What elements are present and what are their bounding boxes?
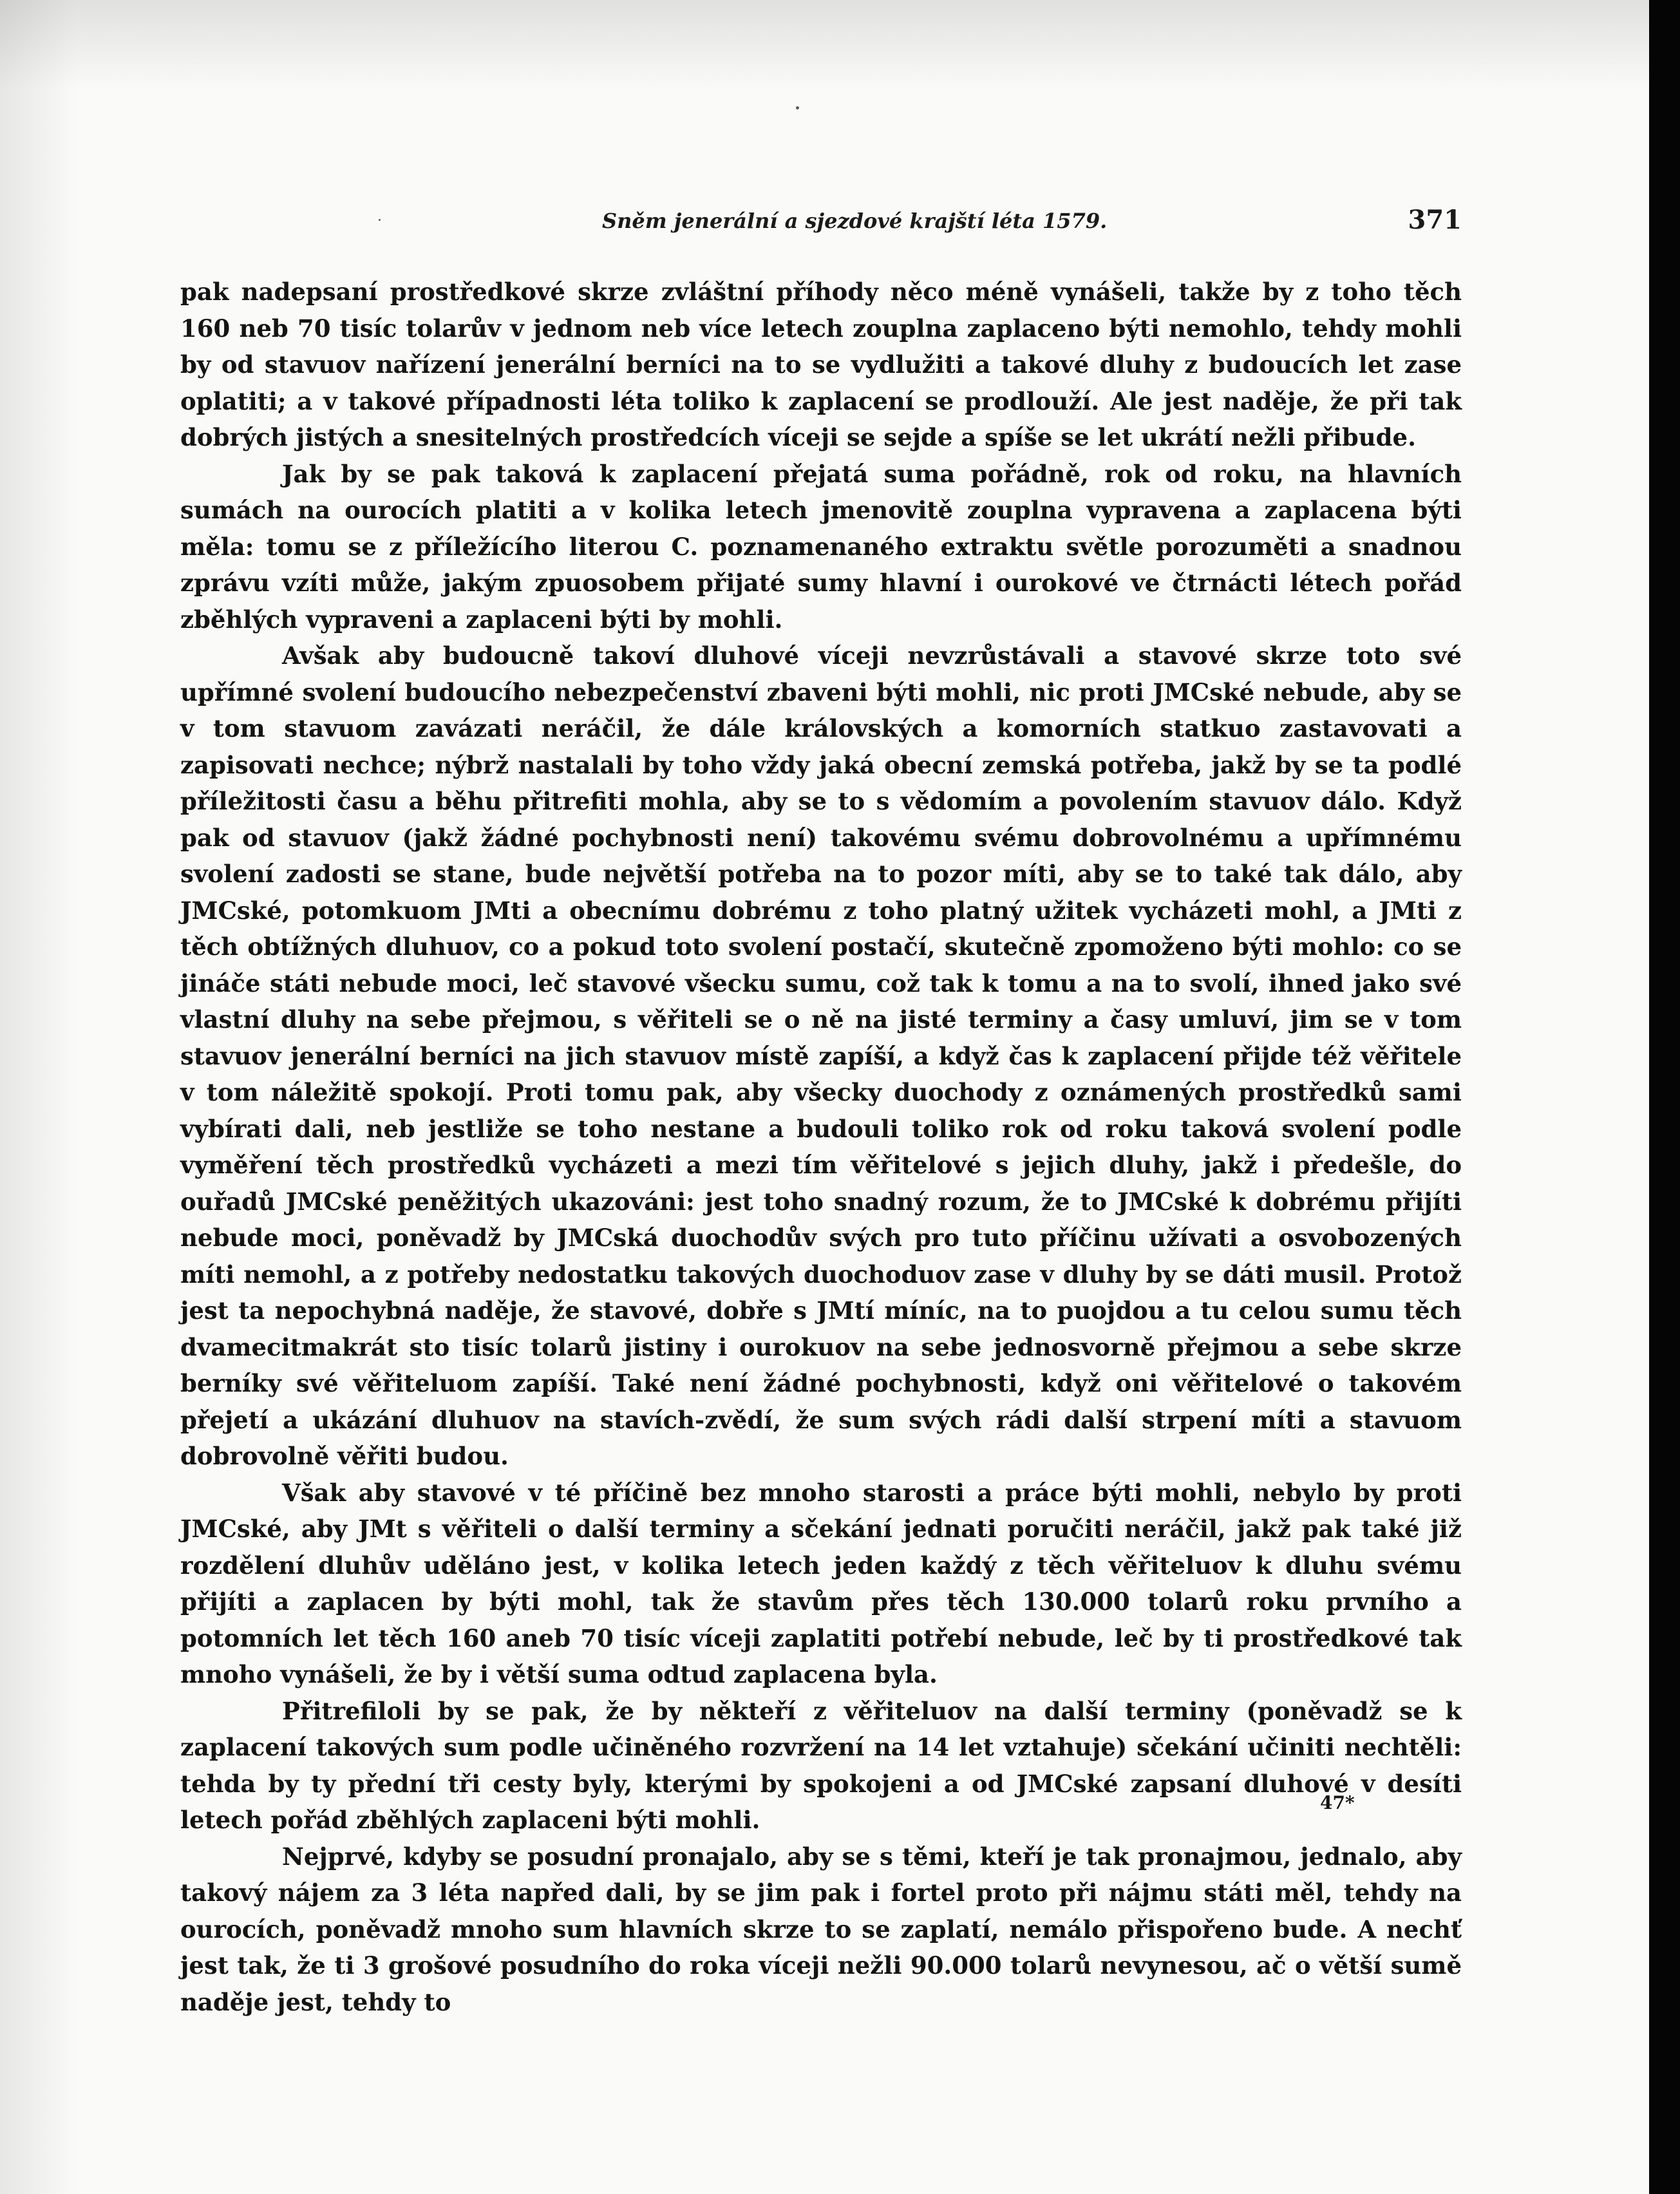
scan-left-shadow	[0, 0, 77, 2194]
page-header	[180, 205, 1462, 243]
paragraph: Přitrefiloli by se pak, že by někteří z věřiteluov na další terminy (poněvadž se k zaplacení takových sum podle učiněného rozvržení na 14 let vztahuje) sčekání učiniti nechtěli: tehda by ty přední tři cesty byly, kterými by spokojeni a od JMCské zapsaní dluhové v desíti letech pořád zběhlých zaplaceni býti mohli.	[180, 1696, 1462, 1834]
paragraph: Však aby stavové v té příčině bez mnoho starosti a práce býti mohli, nebylo by proti JMCské, aby JMt s věřiteli o další terminy a sčekání jednati poručiti neráčil, jakž pak také již rozdělení dluhův uděláno jest, v kolika letech jeden každý z těch věřiteluov k dluhu svému přijíti a zaplacen by býti mohl, tak že stavům přes těch 130.000 tolarů roku prvního a potomních let těch 160 aneb 70 tisíc víceji zaplatiti potřebí nebude, leč by ti prostředkové tak mnoho vynášeli, že by i větší suma odtud zaplacena byla.	[180, 1478, 1462, 1688]
paragraph: pak nadepsaní prostředkové skrze zvláštní příhody něco méně vynášeli, takže by z toho těch 160 neb 70 tisíc tolarův v jednom neb více letech zouplna zaplaceno býti nemohlo, tehdy mohli by od stavuov nařízení jenerální berníci na to se vydlužiti a takové dluhy z budoucích let zase oplatiti; a v takové případnosti léta toliko k zaplacení se prodlouží. Ale jest naděje, že při tak dobrých jistých a snesitelných prostředcích víceji se sejde a spíše se let ukrátí nežli přibude.	[180, 278, 1462, 451]
page-number: 371	[1408, 205, 1462, 235]
scan-speck	[796, 106, 799, 109]
body-text	[180, 274, 1462, 2020]
scan-top-shadow	[0, 0, 1649, 90]
paragraph: Avšak aby budoucně takoví dluhové víceji nevzrůstávali a stavové skrze toto své upřímné svolení budoucího nebezpečenství zbaveni býti mohli, nic proti JMCské nebude, aby se v tom stavuom zavázati neráčil, že dále královských a komorních statkuo zastavovati a zapisovati nechce; nýbrž nastalali by toho vždy jaká obecní zemská potřeba, jakž by se ta podlé příležitosti času a běhu přitrefiti mohla, aby se to s vědomím a povolením stavuov dálo. Když pak od stavuov (jakž žádné pochybnosti není) takovému svému dobrovolnému a upřímnému svolení zadosti se stane, bude největší potřeba na to pozor míti, aby se to také tak dálo, aby JMCské, potomkuom JMti a obecnímu dobrému z toho platný užitek vycházeti mohl, a JMti z těch obtížných dluhuov, co a pokud toto svolení postačí, skutečně zpomoženo býti mohlo: co se jináče státi nebude moci, leč stavové všecku sumu, což tak k tomu a na to svolí, ihned jako své vlastní dluhy na sebe přejmou, s věřiteli se o ně na jisté terminy a časy umluví, jim se v tom stavuov jenerální berníci na jich stavuov místě zapíší, a když čas k zaplacení přijde též věřitele v tom náležitě spokojí. Proti tomu pak, aby všecky duochody z oznámených prostředků sami vybírati dali, neb jestliže se toho nestane a budouli toliko rok od roku taková svolení podle vyměření těch prostředků vycházeti a mezi tím věřitelové s jejich dluhy, jakž i předešle, do ouřadů JMCské peněžitých ukazováni: jest toho snadný rozum, že to JMCské k dobrému přijíti nebude moci, poněvadž by JMCská duochodův svých pro tuto příčinu užívati a osvobozených míti nemohl, a z potřeby nedostatku takových duochoduov zase v dluhy by se dáti musil. Protož jest ta nepochybná naděje, že stavové, dobře s JMtí míníc, na to puojdou a tu celou sumu těch dvamecitmakrát sto tisíc tolarů jistiny i ourokuov na sebe jednosvorně přejmou a sebe skrze berníky své věřiteluom zapíší. Také není žádné pochybnosti, když oni věřitelové o takovém přejetí a ukázání dluhuov na stavích-zvědí, že sum svých rádi další strpení míti a stavuom dobrovolně věřiti budou.	[180, 641, 1462, 1470]
paragraph: Nejprvé, kdyby se posudní pronajalo, aby se s těmi, kteří je tak pronajmou, jednalo, aby takový nájem za 3 léta napřed dali, by se jim pak i fortel proto při nájmu státi měl, tehdy na ourocích, poněvadž mnoho sum hlavních skrze to se zaplatí, nemálo přispořeno bude. A nechť jest tak, že ti 3 grošové posudního do roka víceji nežli 90.000 tolarů nevynesou, ač o větší sumě naděje jest, tehdy to	[180, 1842, 1462, 2016]
paragraph: Jak by se pak taková k zaplacení přejatá suma pořádně, rok od roku, na hlavních sumách na ourocích platiti a v kolika letech jmenovitě zouplna vypravena a zaplacena býti měla: tomu se z příležícího literou C. poznamenaného extraktu světle porozuměti a snadnou zprávu vzíti může, jakým zpuosobem přijaté sumy hlavní i ourokové ve čtrnácti létech pořád zběhlých vypraveni a zaplaceni býti by mohli.	[180, 459, 1462, 634]
running-title: Sněm jenerální a sjezdové krajští léta 1579.	[602, 209, 1108, 233]
scan-black-edge	[1649, 0, 1680, 2194]
signature-mark: 47*	[1320, 1792, 1355, 1813]
